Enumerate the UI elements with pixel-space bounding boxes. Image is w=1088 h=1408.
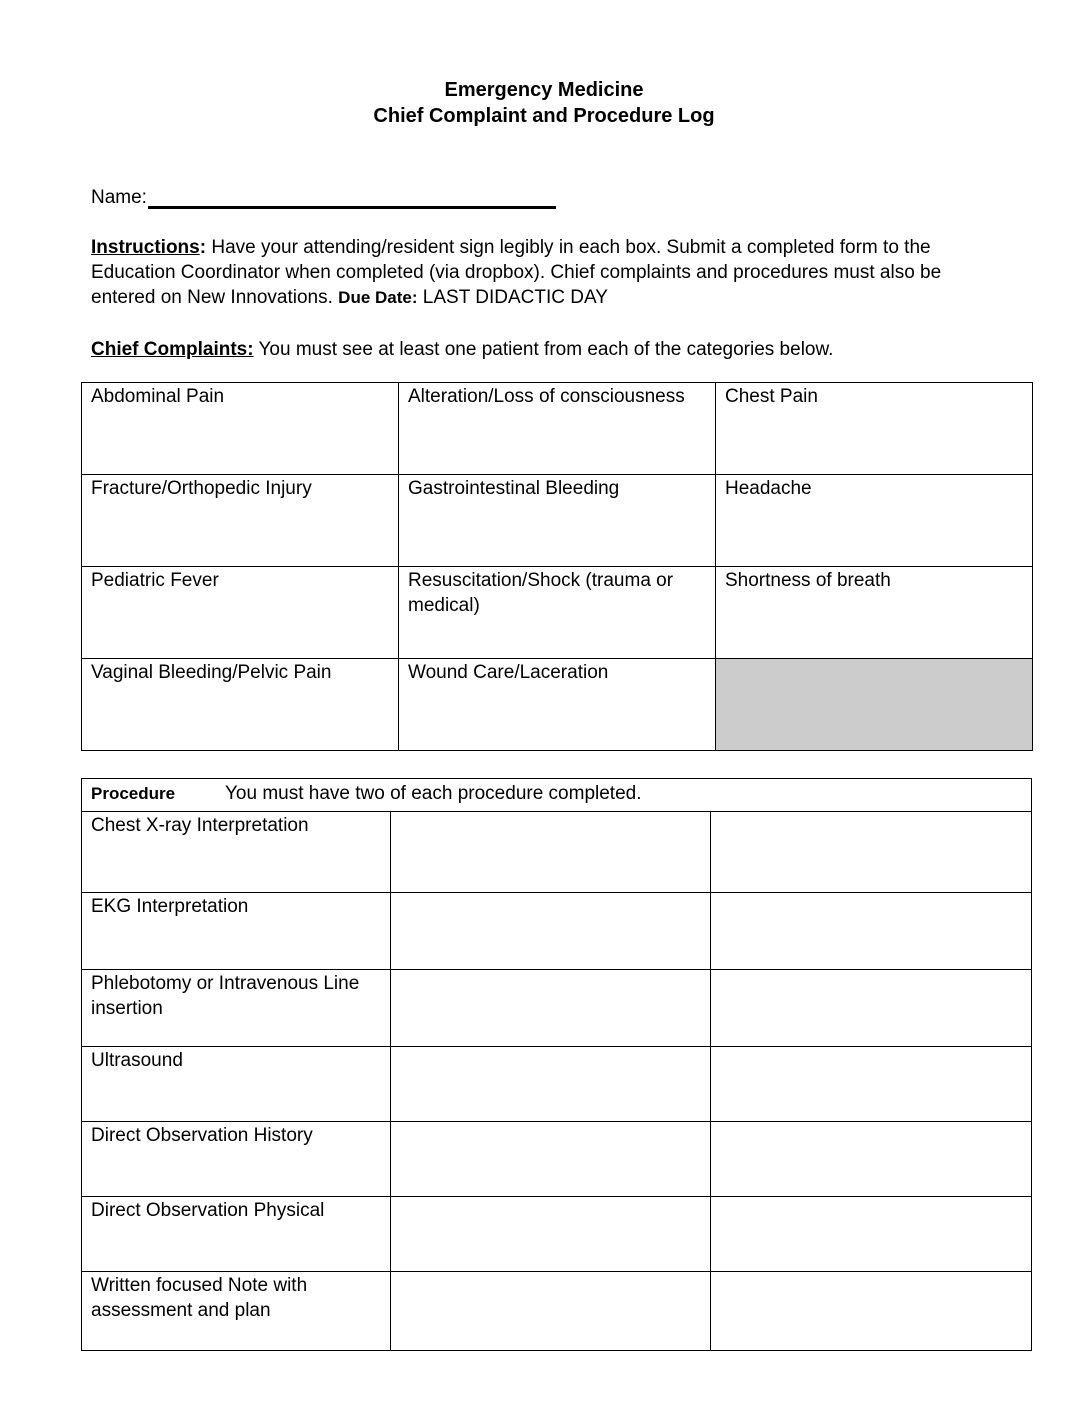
signature-cell[interactable] <box>711 1122 1032 1197</box>
procedure-name-cell: Written focused Note with assessment and plan <box>82 1272 391 1351</box>
procedure-name-cell: Direct Observation History <box>82 1122 391 1197</box>
table-row <box>82 1047 1032 1122</box>
table-row <box>82 1197 1032 1272</box>
procedure-name-cell: EKG Interpretation <box>82 893 391 970</box>
complaint-cell[interactable]: Fracture/Orthopedic Injury <box>82 475 399 567</box>
table-row <box>82 893 1032 970</box>
instructions-text: Have your attending/resident sign legibly in each box. Submit a completed form to the Education Coordinator when completed (via dropbox). Chief complaints and procedures must also be entered on New Innovations. <box>91 237 942 308</box>
signature-cell[interactable] <box>391 1047 711 1122</box>
complaint-cell[interactable]: Chest Pain <box>716 383 1033 475</box>
instructions-paragraph <box>91 235 1001 310</box>
due-date-value: LAST DIDACTIC DAY <box>417 287 608 308</box>
table-row <box>82 812 1032 893</box>
table-row <box>82 383 1033 475</box>
signature-cell[interactable] <box>391 1122 711 1197</box>
complaint-cell[interactable]: Resuscitation/Shock (trauma or medical) <box>399 567 716 659</box>
table-row <box>82 1122 1032 1197</box>
procedures-header-cell <box>82 779 1032 812</box>
signature-cell[interactable] <box>711 812 1032 893</box>
complaint-cell[interactable]: Gastrointestinal Bleeding <box>399 475 716 567</box>
complaint-cell[interactable]: Shortness of breath <box>716 567 1033 659</box>
name-field[interactable] <box>148 184 556 209</box>
signature-cell[interactable] <box>711 893 1032 970</box>
complaint-cell[interactable]: Alteration/Loss of consciousness <box>399 383 716 475</box>
due-date-label: Due Date: <box>338 288 418 307</box>
instructions-colon: : <box>199 237 207 258</box>
shaded-empty-cell <box>716 659 1033 751</box>
procedures-instruction: You must have two of each procedure completed. <box>225 783 642 804</box>
procedures-table <box>81 778 1032 1351</box>
procedure-name-cell: Phlebotomy or Intravenous Line insertion <box>82 970 391 1047</box>
complaint-cell[interactable]: Wound Care/Laceration <box>399 659 716 751</box>
signature-cell[interactable] <box>391 1197 711 1272</box>
signature-cell[interactable] <box>391 893 711 970</box>
signature-cell[interactable] <box>711 970 1032 1047</box>
signature-cell[interactable] <box>391 970 711 1047</box>
complaint-cell[interactable]: Vaginal Bleeding/Pelvic Pain <box>82 659 399 751</box>
signature-cell[interactable] <box>711 1197 1032 1272</box>
table-row <box>82 659 1033 751</box>
name-label: Name: <box>91 187 147 208</box>
page-title-line1: Emergency Medicine <box>444 79 644 101</box>
complaint-cell[interactable]: Abdominal Pain <box>82 383 399 475</box>
page-title-line2: Chief Complaint and Procedure Log <box>373 105 715 127</box>
chief-complaints-intro <box>91 337 833 362</box>
complaint-cell[interactable]: Headache <box>716 475 1033 567</box>
procedures-heading: Procedure <box>91 784 176 803</box>
table-row <box>82 475 1033 567</box>
chief-complaints-text: You must see at least one patient from each of the categories below. <box>253 339 834 360</box>
chief-complaints-table <box>81 382 1033 751</box>
signature-cell[interactable] <box>391 1272 711 1351</box>
table-row <box>82 970 1032 1047</box>
procedure-name-cell: Ultrasound <box>82 1047 391 1122</box>
table-row <box>82 567 1033 659</box>
complaint-cell[interactable]: Pediatric Fever <box>82 567 399 659</box>
signature-cell[interactable] <box>711 1047 1032 1122</box>
instructions-heading: Instructions <box>91 237 200 258</box>
name-row <box>91 184 556 209</box>
table-row <box>82 1272 1032 1351</box>
chief-complaints-heading: Chief Complaints: <box>91 339 254 360</box>
signature-cell[interactable] <box>391 812 711 893</box>
procedure-name-cell: Direct Observation Physical <box>82 1197 391 1272</box>
procedures-header-row <box>82 779 1032 812</box>
signature-cell[interactable] <box>711 1272 1032 1351</box>
procedure-name-cell: Chest X-ray Interpretation <box>82 812 391 893</box>
